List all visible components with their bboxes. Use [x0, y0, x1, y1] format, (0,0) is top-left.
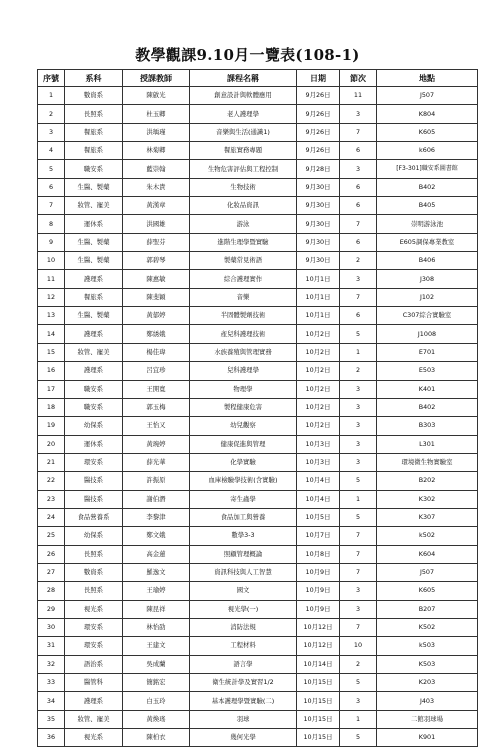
- row-period: 5: [340, 325, 377, 343]
- row-date: 10月3日: [297, 453, 340, 471]
- row-teacher: 黃煥瑤: [123, 710, 190, 728]
- table-row: [38, 178, 478, 196]
- row-course: 照顧管理概論: [190, 545, 297, 563]
- row-index: 12: [38, 288, 65, 306]
- row-course: 產兒科護理技術: [190, 325, 297, 343]
- row-course: 製程健康危害: [190, 398, 297, 416]
- row-location: B303: [377, 417, 478, 435]
- row-period: 5: [340, 472, 377, 490]
- row-date: 10月4日: [297, 490, 340, 508]
- row-teacher: 王建文: [123, 637, 190, 655]
- row-teacher: 黃漢章: [123, 197, 190, 215]
- row-teacher: 許振原: [123, 472, 190, 490]
- row-date: 10月9日: [297, 563, 340, 581]
- row-period: 3: [340, 417, 377, 435]
- row-course: 幼兒觀察: [190, 417, 297, 435]
- row-course: 老人護理學: [190, 105, 297, 123]
- table-row: [38, 105, 478, 123]
- row-teacher: 薛聖芬: [123, 233, 190, 251]
- row-course: 視光學(一): [190, 600, 297, 618]
- row-index: 29: [38, 600, 65, 618]
- row-location: L301: [377, 435, 478, 453]
- row-date: 10月12日: [297, 637, 340, 655]
- row-course: 羽球: [190, 710, 297, 728]
- table-row: [38, 472, 478, 490]
- row-date: 10月15日: [297, 729, 340, 747]
- row-teacher: 杜玉卿: [123, 105, 190, 123]
- row-period: 3: [340, 270, 377, 288]
- row-period: 7: [340, 288, 377, 306]
- row-course: 兒科護理學: [190, 362, 297, 380]
- row-index: 10: [38, 252, 65, 270]
- row-location: J308: [377, 270, 478, 288]
- schedule-table: [37, 69, 478, 747]
- row-period: 5: [340, 508, 377, 526]
- row-teacher: 呂宜珍: [123, 362, 190, 380]
- row-course: 游泳: [190, 215, 297, 233]
- row-teacher: 吳成蘭: [123, 655, 190, 673]
- row-location: J403: [377, 692, 478, 710]
- row-department: 生醫、製藥: [65, 252, 123, 270]
- row-index: 2: [38, 105, 65, 123]
- row-location: K502: [377, 618, 478, 636]
- row-department: 數資系: [65, 563, 123, 581]
- row-date: 10月1日: [297, 288, 340, 306]
- row-location: K401: [377, 380, 478, 398]
- row-index: 17: [38, 380, 65, 398]
- table-row: [38, 435, 478, 453]
- row-period: 6: [340, 233, 377, 251]
- row-date: 10月14日: [297, 655, 340, 673]
- row-period: 5: [340, 674, 377, 692]
- row-department: 護理系: [65, 270, 123, 288]
- row-course: 半固體製劑技術: [190, 307, 297, 325]
- row-department: 運休系: [65, 215, 123, 233]
- table-row: [38, 600, 478, 618]
- row-location: 二館羽球場: [377, 710, 478, 728]
- row-course: 音樂: [190, 288, 297, 306]
- row-department: 護理系: [65, 692, 123, 710]
- row-period: 6: [340, 197, 377, 215]
- row-period: 7: [340, 215, 377, 233]
- page-title: 教學觀課9.10月一覽表(108-1): [135, 46, 360, 64]
- table-row: [38, 362, 478, 380]
- row-course: 衛生統計學及實習1/2: [190, 674, 297, 692]
- row-date: 9月30日: [297, 197, 340, 215]
- row-date: 9月30日: [297, 178, 340, 196]
- row-teacher: 鄭文娥: [123, 527, 190, 545]
- header-period: 節次: [340, 70, 377, 87]
- row-date: 9月30日: [297, 233, 340, 251]
- row-index: 36: [38, 729, 65, 747]
- table-row: [38, 270, 478, 288]
- row-date: 9月26日: [297, 123, 340, 141]
- row-location: B402: [377, 178, 478, 196]
- row-department: 視光系: [65, 600, 123, 618]
- row-department: 長照系: [65, 545, 123, 563]
- row-date: 10月1日: [297, 270, 340, 288]
- header-index: 序號: [38, 70, 65, 87]
- table-row: [38, 618, 478, 636]
- row-index: 27: [38, 563, 65, 581]
- row-index: 35: [38, 710, 65, 728]
- table-row: [38, 417, 478, 435]
- row-date: 10月2日: [297, 398, 340, 416]
- row-date: 10月4日: [297, 472, 340, 490]
- row-date: 10月2日: [297, 362, 340, 380]
- row-location: K804: [377, 105, 478, 123]
- row-period: 6: [340, 142, 377, 160]
- row-period: 3: [340, 453, 377, 471]
- row-index: 25: [38, 527, 65, 545]
- row-department: 數資系: [65, 87, 123, 105]
- row-period: 1: [340, 490, 377, 508]
- row-index: 23: [38, 490, 65, 508]
- row-location: J102: [377, 288, 478, 306]
- row-date: 10月15日: [297, 710, 340, 728]
- row-teacher: 陳惠敏: [123, 270, 190, 288]
- row-index: 33: [38, 674, 65, 692]
- row-course: 幾何光學: [190, 729, 297, 747]
- row-location: B402: [377, 398, 478, 416]
- row-course: 工程材料: [190, 637, 297, 655]
- row-department: 餐旅系: [65, 288, 123, 306]
- row-period: 7: [340, 527, 377, 545]
- table-row: [38, 380, 478, 398]
- row-teacher: 謝伯潛: [123, 490, 190, 508]
- row-department: 醫技系: [65, 472, 123, 490]
- row-period: 11: [340, 87, 377, 105]
- row-period: 1: [340, 710, 377, 728]
- row-index: 9: [38, 233, 65, 251]
- table-row: [38, 288, 478, 306]
- row-period: 7: [340, 563, 377, 581]
- row-period: 3: [340, 582, 377, 600]
- row-department: 生醫、製藥: [65, 178, 123, 196]
- row-period: 5: [340, 729, 377, 747]
- row-index: 1: [38, 87, 65, 105]
- row-index: 32: [38, 655, 65, 673]
- row-date: 10月2日: [297, 325, 340, 343]
- row-teacher: 郭玉梅: [123, 398, 190, 416]
- row-date: 9月26日: [297, 105, 340, 123]
- table-row: [38, 729, 478, 747]
- row-course: 寄生蟲學: [190, 490, 297, 508]
- table-row: [38, 508, 478, 526]
- row-location: J507: [377, 563, 478, 581]
- row-teacher: 黃郁婷: [123, 307, 190, 325]
- row-course: 創意設計與軟體應用: [190, 87, 297, 105]
- table-row: [38, 87, 478, 105]
- row-teacher: 鄭綉娥: [123, 325, 190, 343]
- row-index: 3: [38, 123, 65, 141]
- row-teacher: 朱木貴: [123, 178, 190, 196]
- row-index: 19: [38, 417, 65, 435]
- row-course: 資訊科技與人工智慧: [190, 563, 297, 581]
- row-teacher: 陳啟光: [123, 87, 190, 105]
- table-row: [38, 215, 478, 233]
- row-date: 10月9日: [297, 582, 340, 600]
- table-row: [38, 142, 478, 160]
- row-teacher: 王怡又: [123, 417, 190, 435]
- row-date: 10月3日: [297, 435, 340, 453]
- row-date: 9月28日: [297, 160, 340, 178]
- row-location: E605調保專業教室: [377, 233, 478, 251]
- table-row: [38, 343, 478, 361]
- row-index: 28: [38, 582, 65, 600]
- row-period: 3: [340, 380, 377, 398]
- row-department: 生醫、製藥: [65, 233, 123, 251]
- row-teacher: 薛光華: [123, 453, 190, 471]
- table-row: [38, 527, 478, 545]
- row-period: 3: [340, 105, 377, 123]
- row-period: 7: [340, 545, 377, 563]
- table-row: [38, 453, 478, 471]
- row-index: 13: [38, 307, 65, 325]
- table-row: [38, 710, 478, 728]
- row-index: 15: [38, 343, 65, 361]
- row-course: 音樂與生活(通識1): [190, 123, 297, 141]
- row-location: B207: [377, 600, 478, 618]
- row-course: 血庫檢驗學技術(含實驗): [190, 472, 297, 490]
- row-period: 10: [340, 637, 377, 655]
- row-teacher: 黃琬婷: [123, 435, 190, 453]
- row-department: 生醫、製藥: [65, 307, 123, 325]
- row-department: 職安系: [65, 160, 123, 178]
- table-row: [38, 545, 478, 563]
- table-row: [38, 233, 478, 251]
- row-location: K605: [377, 123, 478, 141]
- row-department: 餐旅系: [65, 142, 123, 160]
- header-course: 課程名稱: [190, 70, 297, 87]
- row-course: 基本護理學暨實驗(二): [190, 692, 297, 710]
- row-location: J1008: [377, 325, 478, 343]
- row-department: 妝管、寵美: [65, 710, 123, 728]
- row-index: 4: [38, 142, 65, 160]
- row-index: 16: [38, 362, 65, 380]
- row-index: 14: [38, 325, 65, 343]
- row-teacher: 洪瑀瑾: [123, 123, 190, 141]
- row-course: 食品加工與營養: [190, 508, 297, 526]
- row-period: 2: [340, 252, 377, 270]
- table-row: [38, 197, 478, 215]
- row-period: 1: [340, 343, 377, 361]
- row-index: 20: [38, 435, 65, 453]
- table-body: [38, 87, 478, 747]
- row-course: 進階生理學暨實驗: [190, 233, 297, 251]
- row-location: K901: [377, 729, 478, 747]
- row-department: 長照系: [65, 105, 123, 123]
- row-period: 2: [340, 655, 377, 673]
- row-index: 11: [38, 270, 65, 288]
- row-department: 食品營養系: [65, 508, 123, 526]
- row-index: 26: [38, 545, 65, 563]
- row-teacher: 藍崇翰: [123, 160, 190, 178]
- row-date: 10月5日: [297, 508, 340, 526]
- row-index: 22: [38, 472, 65, 490]
- row-course: 數學3-3: [190, 527, 297, 545]
- row-department: 環安系: [65, 618, 123, 636]
- row-location: K503: [377, 655, 478, 673]
- row-date: 10月2日: [297, 343, 340, 361]
- row-period: 7: [340, 618, 377, 636]
- row-department: 護理系: [65, 325, 123, 343]
- row-location: E701: [377, 343, 478, 361]
- row-location: K605: [377, 582, 478, 600]
- row-period: 2: [340, 362, 377, 380]
- row-department: 職安系: [65, 398, 123, 416]
- row-department: 視光系: [65, 729, 123, 747]
- header-teacher: 授課教師: [123, 70, 190, 87]
- row-location: K203: [377, 674, 478, 692]
- row-location: k503: [377, 637, 478, 655]
- row-teacher: 陳昆祥: [123, 600, 190, 618]
- row-course: 綜合護理實作: [190, 270, 297, 288]
- row-period: 3: [340, 435, 377, 453]
- row-date: 10月2日: [297, 417, 340, 435]
- row-period: 3: [340, 160, 377, 178]
- row-teacher: 郭碧琴: [123, 252, 190, 270]
- row-index: 24: [38, 508, 65, 526]
- row-department: 護理系: [65, 362, 123, 380]
- table-row: [38, 637, 478, 655]
- row-index: 31: [38, 637, 65, 655]
- row-date: 10月2日: [297, 380, 340, 398]
- row-location: [F3-301]職安系圖書館: [377, 160, 478, 178]
- row-period: 7: [340, 123, 377, 141]
- row-teacher: 陳柏衣: [123, 729, 190, 747]
- row-period: 3: [340, 398, 377, 416]
- table-row: [38, 563, 478, 581]
- row-department: 幼保系: [65, 527, 123, 545]
- table-row: [38, 398, 478, 416]
- row-location: 環境微生物實驗室: [377, 453, 478, 471]
- row-date: 9月26日: [297, 142, 340, 160]
- row-department: 長照系: [65, 582, 123, 600]
- header-department: 系科: [65, 70, 123, 87]
- row-location: J507: [377, 87, 478, 105]
- table-row: [38, 123, 478, 141]
- row-date: 10月9日: [297, 600, 340, 618]
- table-row: [38, 655, 478, 673]
- row-period: 3: [340, 692, 377, 710]
- row-course: 製藥常見術語: [190, 252, 297, 270]
- row-teacher: 王瑜婷: [123, 582, 190, 600]
- row-location: K307: [377, 508, 478, 526]
- table-header-row: [38, 70, 478, 87]
- row-department: 語治系: [65, 655, 123, 673]
- row-index: 6: [38, 178, 65, 196]
- row-teacher: 王開寬: [123, 380, 190, 398]
- row-date: 10月12日: [297, 618, 340, 636]
- row-department: 妝管、寵美: [65, 197, 123, 215]
- row-department: 醫管科: [65, 674, 123, 692]
- row-index: 18: [38, 398, 65, 416]
- row-date: 10月15日: [297, 692, 340, 710]
- table-row: [38, 692, 478, 710]
- row-department: 運休系: [65, 435, 123, 453]
- row-course: 消防法規: [190, 618, 297, 636]
- row-index: 7: [38, 197, 65, 215]
- row-location: k502: [377, 527, 478, 545]
- row-location: K604: [377, 545, 478, 563]
- row-teacher: 陳斐穎: [123, 288, 190, 306]
- row-teacher: 羅逸文: [123, 563, 190, 581]
- table-row: [38, 325, 478, 343]
- row-date: 10月7日: [297, 527, 340, 545]
- header-date: 日期: [297, 70, 340, 87]
- row-date: 9月30日: [297, 215, 340, 233]
- row-period: 6: [340, 307, 377, 325]
- row-period: 6: [340, 178, 377, 196]
- table-row: [38, 490, 478, 508]
- row-teacher: 白玉玲: [123, 692, 190, 710]
- row-teacher: 楊佳瑋: [123, 343, 190, 361]
- row-date: 10月8日: [297, 545, 340, 563]
- row-department: 餐旅系: [65, 123, 123, 141]
- row-department: 幼保系: [65, 417, 123, 435]
- row-department: 環安系: [65, 637, 123, 655]
- row-location: B406: [377, 252, 478, 270]
- table-row: [38, 674, 478, 692]
- table-row: [38, 307, 478, 325]
- table-row: [38, 160, 478, 178]
- table-row: [38, 582, 478, 600]
- row-course: 國文: [190, 582, 297, 600]
- row-location: B405: [377, 197, 478, 215]
- row-teacher: 林怡劭: [123, 618, 190, 636]
- row-department: 妝管、寵美: [65, 343, 123, 361]
- table-row: [38, 252, 478, 270]
- row-location: E503: [377, 362, 478, 380]
- row-date: 9月30日: [297, 252, 340, 270]
- row-course: 生物技術: [190, 178, 297, 196]
- row-teacher: 簡銘宏: [123, 674, 190, 692]
- row-course: 語言學: [190, 655, 297, 673]
- row-period: 3: [340, 600, 377, 618]
- row-course: 物理學: [190, 380, 297, 398]
- row-teacher: 洪國雄: [123, 215, 190, 233]
- row-location: K302: [377, 490, 478, 508]
- row-date: 10月1日: [297, 307, 340, 325]
- row-department: 職安系: [65, 380, 123, 398]
- row-index: 34: [38, 692, 65, 710]
- row-location: 崇明游泳池: [377, 215, 478, 233]
- row-index: 5: [38, 160, 65, 178]
- row-teacher: 林菊卿: [123, 142, 190, 160]
- row-teacher: 高金蓮: [123, 545, 190, 563]
- row-teacher: 李黎津: [123, 508, 190, 526]
- header-location: 地點: [377, 70, 478, 87]
- row-location: B202: [377, 472, 478, 490]
- row-course: 生物危害評估與工程控制: [190, 160, 297, 178]
- row-department: 醫技系: [65, 490, 123, 508]
- row-course: 化學實驗: [190, 453, 297, 471]
- row-course: 餐旅實務專題: [190, 142, 297, 160]
- row-course: 化妝品資訊: [190, 197, 297, 215]
- row-department: 環安系: [65, 453, 123, 471]
- row-date: 10月15日: [297, 674, 340, 692]
- row-index: 30: [38, 618, 65, 636]
- row-location: C307綜合實驗室: [377, 307, 478, 325]
- row-index: 8: [38, 215, 65, 233]
- row-location: k606: [377, 142, 478, 160]
- row-course: 健康促進與管理: [190, 435, 297, 453]
- row-course: 水族養殖與管理實務: [190, 343, 297, 361]
- row-index: 21: [38, 453, 65, 471]
- row-date: 9月26日: [297, 87, 340, 105]
